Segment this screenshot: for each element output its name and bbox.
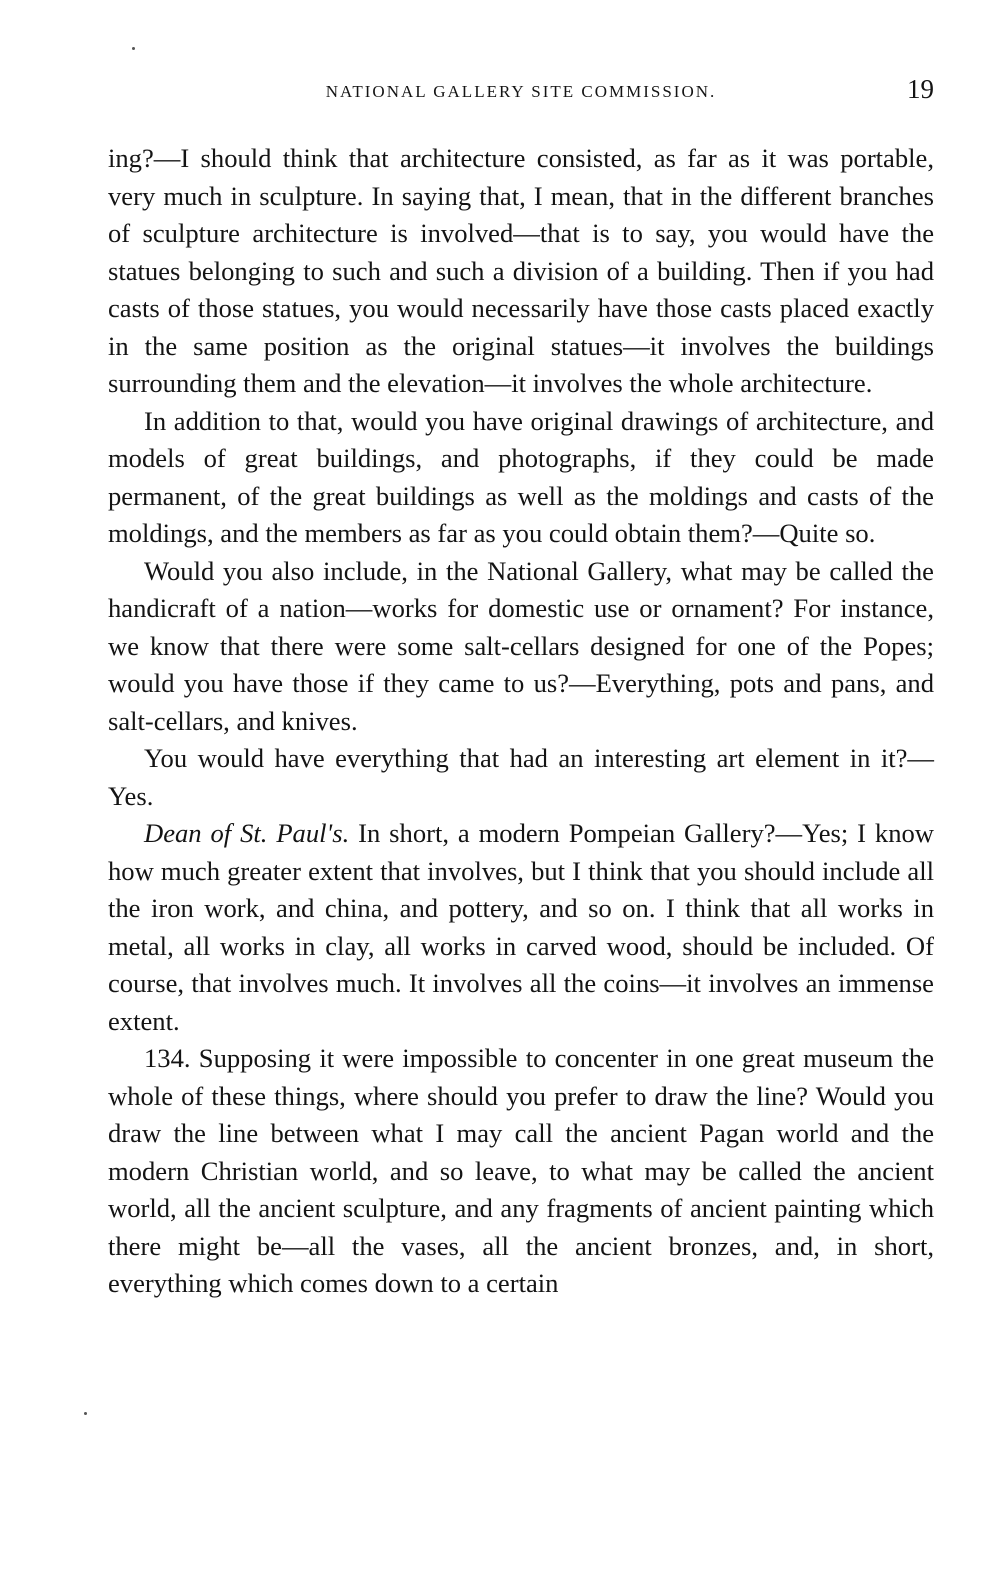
header-title: NATIONAL GALLERY SITE COMMISSION. bbox=[325, 82, 717, 101]
paragraph-6: 134. Supposing it were impossible to concenter in one great museum the whole of these things, where should you prefer to draw the line? Would you draw the line between what I may call the ancient Pagan world and the modern Christian world, and so leave, to what may be called the ancient world, all the ancient sculpture, and any fragments of ancient painting which there might be—all the vases, all the ancient bronzes, and, in short, everything which comes down to a certain bbox=[108, 1043, 934, 1298]
body-text bbox=[108, 140, 934, 1303]
print-speck bbox=[84, 1412, 87, 1415]
paragraph-1: ing?—I should think that architecture consisted, as far as it was portable, very much in sculpture. In saying that, I mean, that in the different branches of sculpture architecture is involved—that is to say, you would have the statues belonging to such and such a division of a building. Then if you had casts of those statues, you would necessarily have those casts placed exactly in the same position as the original statues—it involves the buildings surrounding them and the elevation—it involves the whole architecture. bbox=[108, 143, 934, 398]
paragraph-4: You would have everything that had an interesting art element in it?—Yes. bbox=[108, 743, 934, 811]
paragraph-5-text: In short, a modern Pompeian Gallery?—Yes; I know how much greater extent that involves, but I think that you should include all the iron work, and china, and pottery, and so on. I think that all works in metal, all works in clay, all works in carved wood, should be included. Of course, that involves much. It involves all the coins—it involves an immense extent. bbox=[108, 818, 934, 1036]
running-head bbox=[108, 74, 934, 108]
paragraph-2: In addition to that, would you have original drawings of architecture, and models of great buildings, and photographs, if they could be made permanent, of the great buildings as well as the moldings and casts of the moldings, and the members as far as you could obtain them?—Quite so. bbox=[108, 405, 934, 548]
paragraph-5 bbox=[108, 815, 934, 1040]
page-number: 19 bbox=[907, 74, 934, 104]
speaker-label: Dean of St. Paul's. bbox=[144, 818, 350, 848]
print-speck bbox=[132, 47, 135, 50]
paragraph-3: Would you also include, in the National Gallery, what may be called the handicraft of a nation—works for domestic use or ornament? For instance, we know that there were some salt-cellars designed for one of the Popes; would you have those if they came to us?—Everything, pots and pans, and salt-cellars, and knives. bbox=[108, 555, 934, 736]
